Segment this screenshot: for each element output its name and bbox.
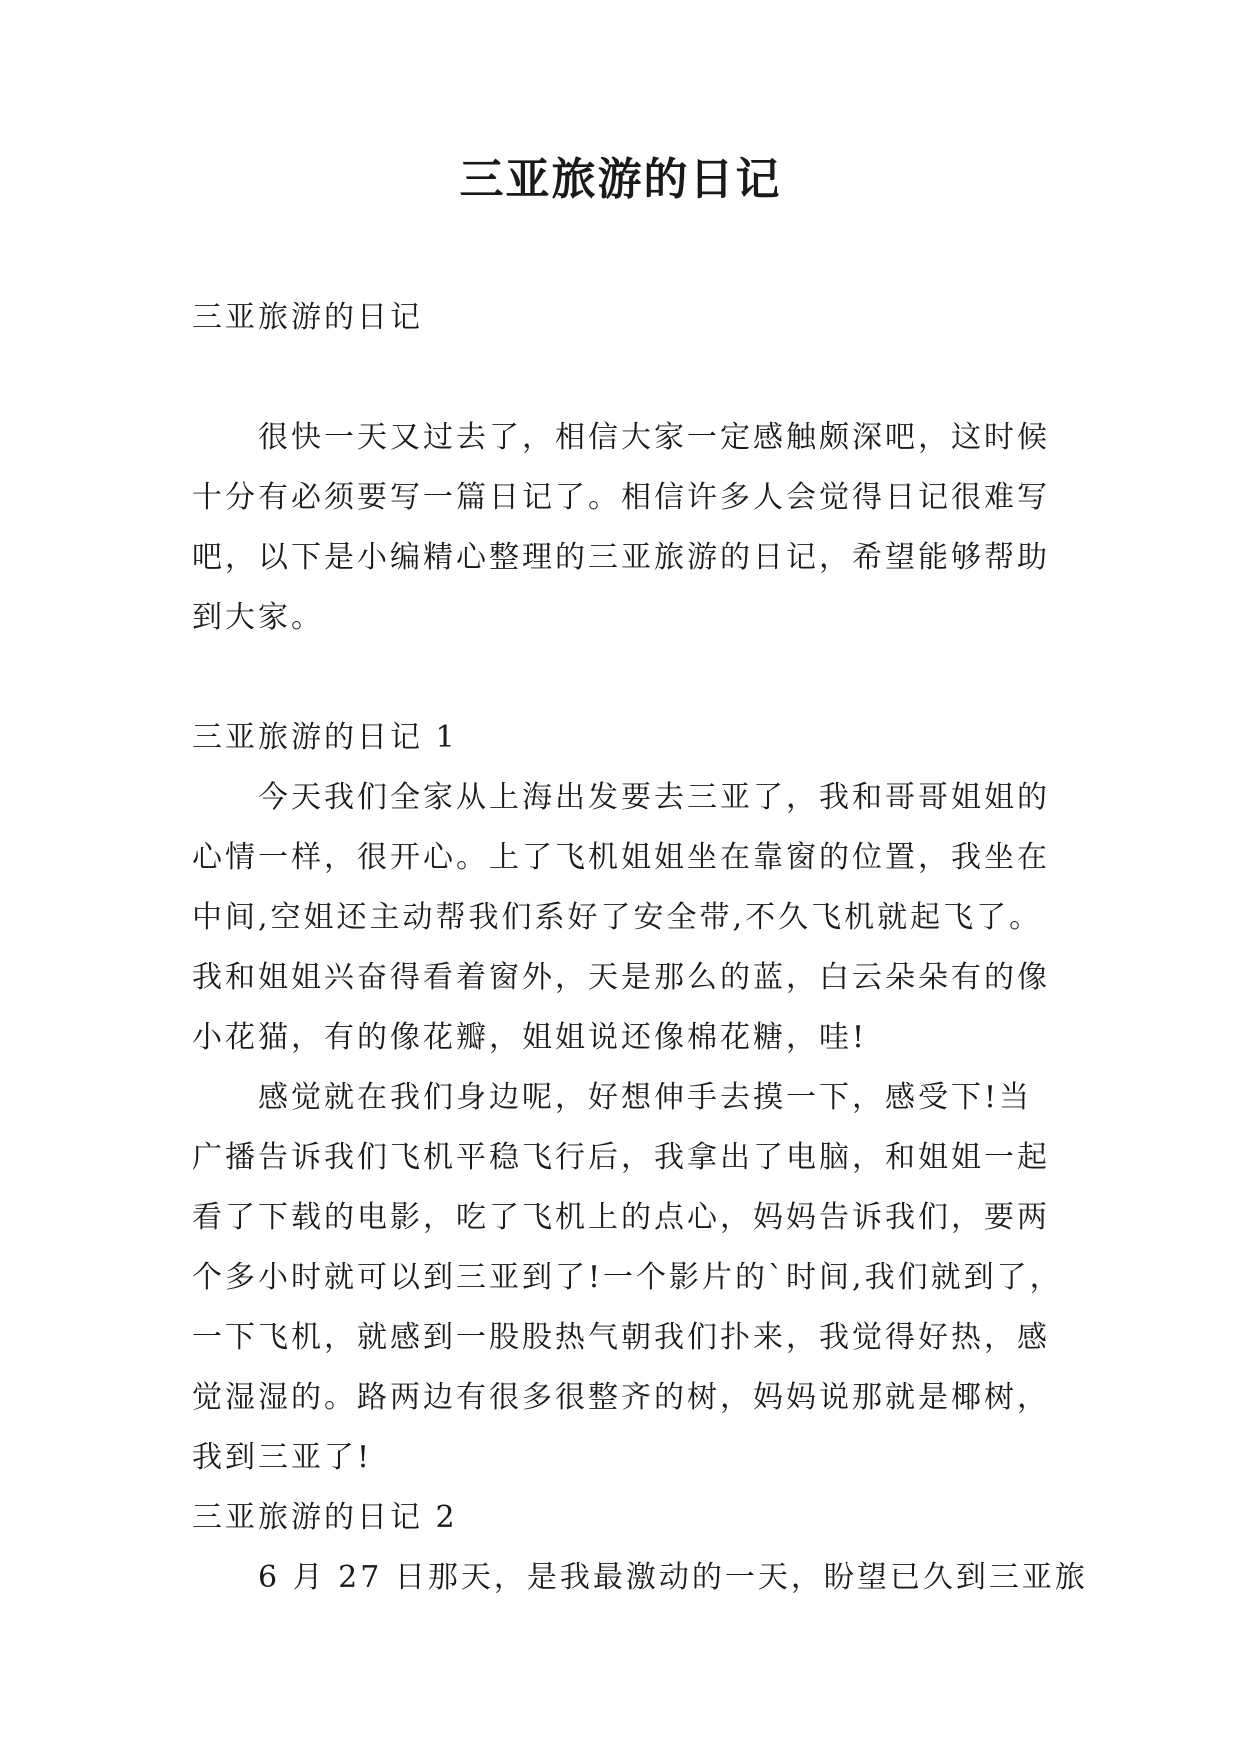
intro-paragraph bbox=[192, 408, 1062, 648]
subtitle: 三亚旅游的日记 bbox=[192, 300, 423, 335]
text-line: 看了下载的电影，吃了飞机上的点心，妈妈告诉我们，要两 bbox=[192, 1200, 1050, 1235]
section-heading-1: 三亚旅游的日记 1 bbox=[192, 720, 458, 755]
text-line: 很快一天又过去了，相信大家一定感触颇深吧，这时候 bbox=[258, 420, 1050, 455]
text-line: 小花猫，有的像花瓣，姐姐说还像棉花糖，哇! bbox=[192, 1020, 868, 1055]
text-line: 感觉就在我们身边呢，好想伸手去摸一下，感受下!当 bbox=[258, 1080, 1033, 1115]
text-line: 吧，以下是小编精心整理的三亚旅游的日记，希望能够帮助 bbox=[192, 540, 1050, 575]
text-line: 十分有必须要写一篇日记了。相信许多人会觉得日记很难写 bbox=[192, 480, 1050, 515]
section2-paragraph-1 bbox=[192, 1548, 1088, 1608]
text-line: 我到三亚了! bbox=[192, 1440, 373, 1475]
text-line: 我和姐姐兴奋得看着窗外，天是那么的蓝，白云朵朵有的像 bbox=[192, 960, 1050, 995]
spacer bbox=[192, 648, 1062, 708]
text-line: 一下飞机，就感到一股股热气朝我们扑来，我觉得好热，感 bbox=[192, 1320, 1050, 1355]
document-body bbox=[192, 288, 1088, 1608]
text-line: 今天我们全家从上海出发要去三亚了，我和哥哥姐姐的 bbox=[258, 780, 1050, 815]
spacer bbox=[192, 348, 1062, 408]
text-line: 个多小时就可以到三亚到了!一个影片的`时间,我们就到了， bbox=[192, 1260, 1063, 1295]
text-line: 心情一样，很开心。上了飞机姐姐坐在靠窗的位置，我坐在 bbox=[192, 840, 1050, 875]
text-line: 6 月 27 日那天，是我最激动的一天，盼望已久到三亚旅 bbox=[258, 1560, 1088, 1595]
text-line: 中间,空姐还主动帮我们系好了安全带,不久飞机就起飞了。 bbox=[192, 900, 1043, 935]
text-line: 广播告诉我们飞机平稳飞行后，我拿出了电脑，和姐姐一起 bbox=[192, 1140, 1050, 1175]
document-title: 三亚旅游的日记 bbox=[459, 154, 782, 205]
section1-paragraph-2 bbox=[192, 1068, 1062, 1488]
section1-paragraph-1 bbox=[192, 768, 1062, 1068]
text-line: 到大家。 bbox=[192, 600, 324, 635]
section-heading-2: 三亚旅游的日记 2 bbox=[192, 1500, 458, 1535]
text-line: 觉湿湿的。路两边有很多很整齐的树，妈妈说那就是椰树， bbox=[192, 1380, 1050, 1415]
